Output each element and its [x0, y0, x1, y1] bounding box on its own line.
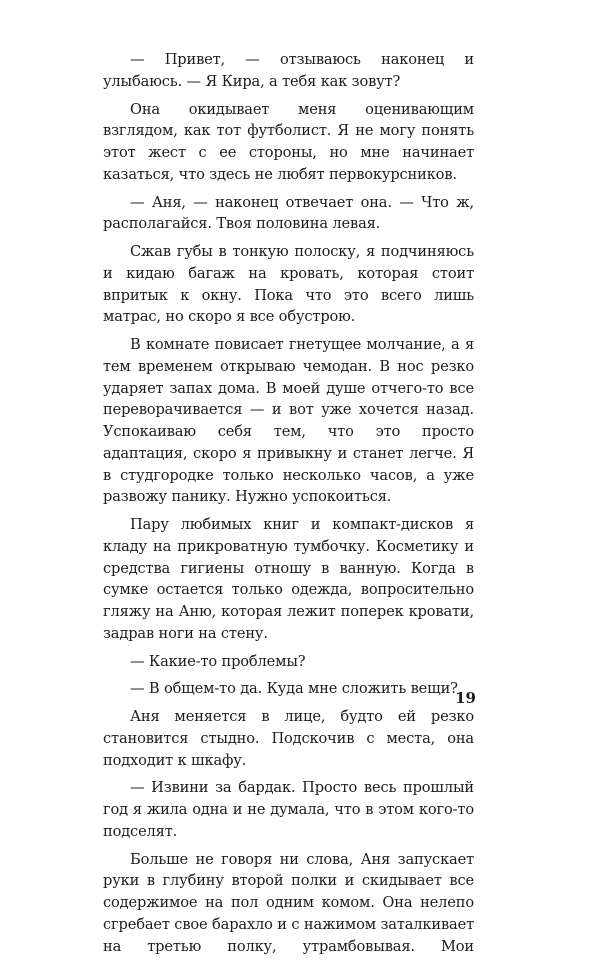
paragraph: Аня меняется в лице, будто ей резко становится стыдно. Подскочив с места, она подходит к шкафу.: [103, 708, 474, 769]
paragraph: Пару любимых книг и компакт-дисков я кладу на прикроватную тумбочку. Косметику и средства гигиены отношу в ванную. Когда в сумке остается только одежда, вопросительно гляжу на Аню, которая лежит поперек кровати, задрав ноги на стену.: [103, 516, 474, 642]
paragraph: — Какие-то проблемы?: [130, 652, 306, 670]
paragraph: Больше не говоря ни слова, Аня запускает руки в глубину второй полки и скидывает все содержимое на пол одним комом. Она нелепо сгребает свое барахло и с нажимом заталкивает на третью полку, утрамбовывая. Мои: [103, 850, 474, 955]
paragraph: — Извини за бардак. Просто весь прошлый год я жила одна и не думала, что в этом кого-то подселят.: [103, 779, 474, 840]
paragraph: Она окидывает меня оценивающим взглядом, как тот футболист. Я не могу понять этот жест с ее стороны, но мне начинает казаться, что здесь не любят первокурсников.: [103, 100, 474, 183]
paragraph: В комнате повисает гнетущее молчание, а я тем временем открываю чемодан. В нос резко ударяет запах дома. В моей душе отчего-то все переворачивается — и вот уже хочется назад. Успокаиваю себя тем, что это просто адаптация, скоро я привыкну и станет легче. Я в студгородке только несколько часов, а уже развожу панику. Нужно успокоиться.: [103, 336, 474, 506]
paragraph: Сжав губы в тонкую полоску, я подчиняюсь и кидаю багаж на кровать, которая стоит впритык к окну. Пока что это всего лишь матрас, но скоро я все обустрою.: [103, 243, 474, 326]
body-text: [103, 49, 474, 963]
page-number: 19: [455, 689, 476, 707]
paragraph: — В общем-то да. Куда мне сложить вещи?: [130, 680, 458, 698]
paragraph: — Аня, — наконец отвечает она. — Что ж, располагайся. Твоя половина левая.: [103, 193, 474, 233]
paragraph: — Привет, — отзываюсь наконец и улыбаюсь. — Я Кира, а тебя как зовут?: [103, 51, 474, 90]
